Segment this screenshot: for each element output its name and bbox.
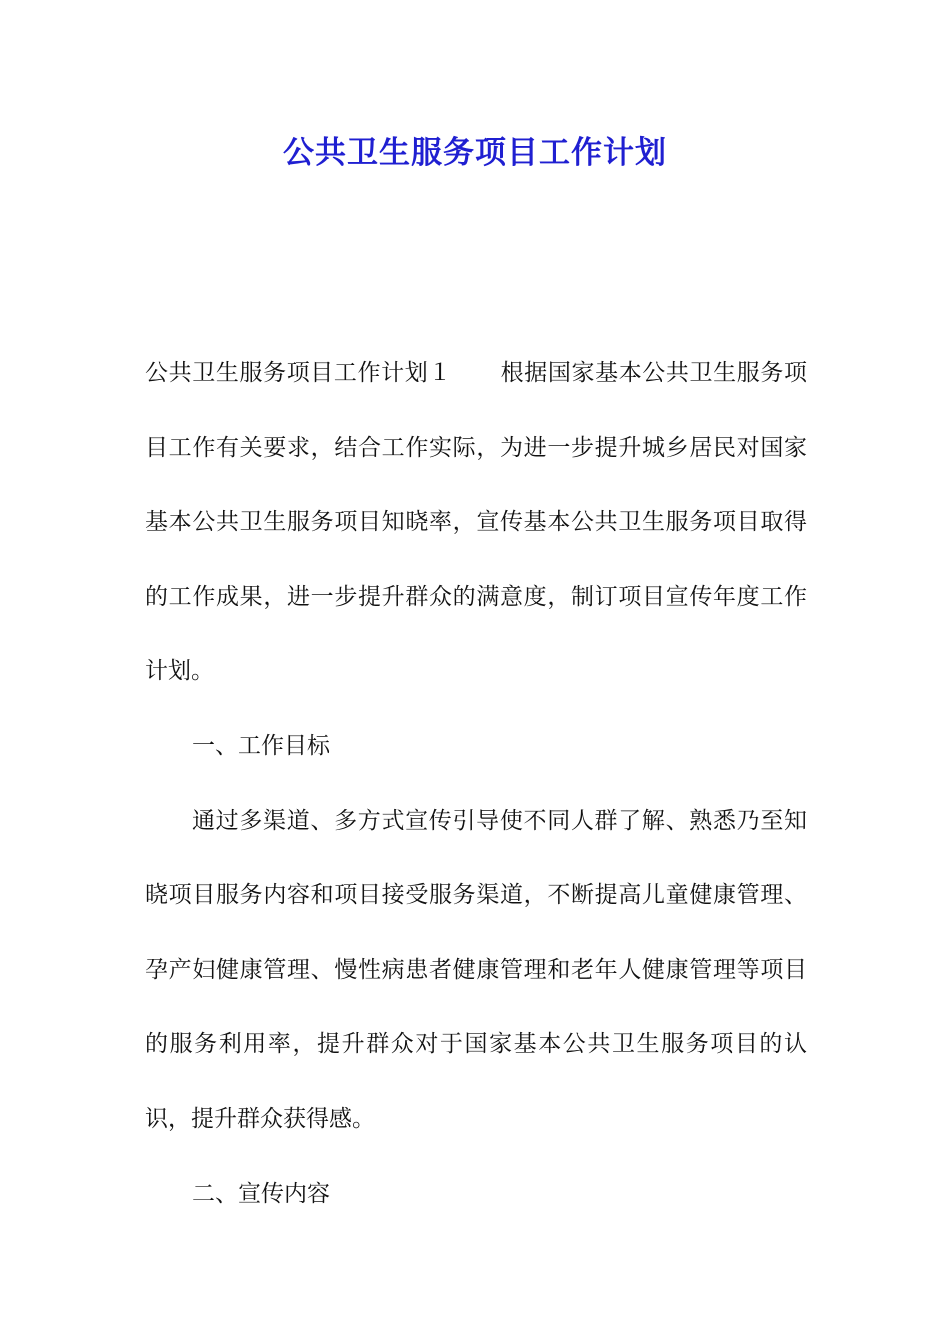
document-body xyxy=(145,336,807,1231)
section-1-paragraph: 通过多渠道、多方式宣传引导使不同人群了解、熟悉乃至知晓项目服务内容和项目接受服务渠道，不断提高儿童健康管理、孕产妇健康管理、慢性病患者健康管理和老年人健康管理等项目的服务利用率，提升群众对于国家基本公共卫生服务项目的认识，提升群众获得感。 xyxy=(145,807,807,1132)
intro-heading: 公共卫生服务项目工作计划１ xyxy=(145,360,452,386)
document-title: 公共卫生服务项目工作计划 xyxy=(283,135,667,171)
section-1-heading: 一、工作目标 xyxy=(192,732,330,759)
intro-paragraph xyxy=(145,336,807,709)
intro-text: 根据国家基本公共卫生服务项目工作有关要求，结合工作实际，为进一步提升城乡居民对国家基本公共卫生服务项目知晓率，宣传基本公共卫生服务项目取得的工作成果，进一步提升群众的满意度，制订项目宣传年度工作计划。 xyxy=(145,360,808,685)
section-2-heading: 二、宣传内容 xyxy=(192,1180,330,1207)
